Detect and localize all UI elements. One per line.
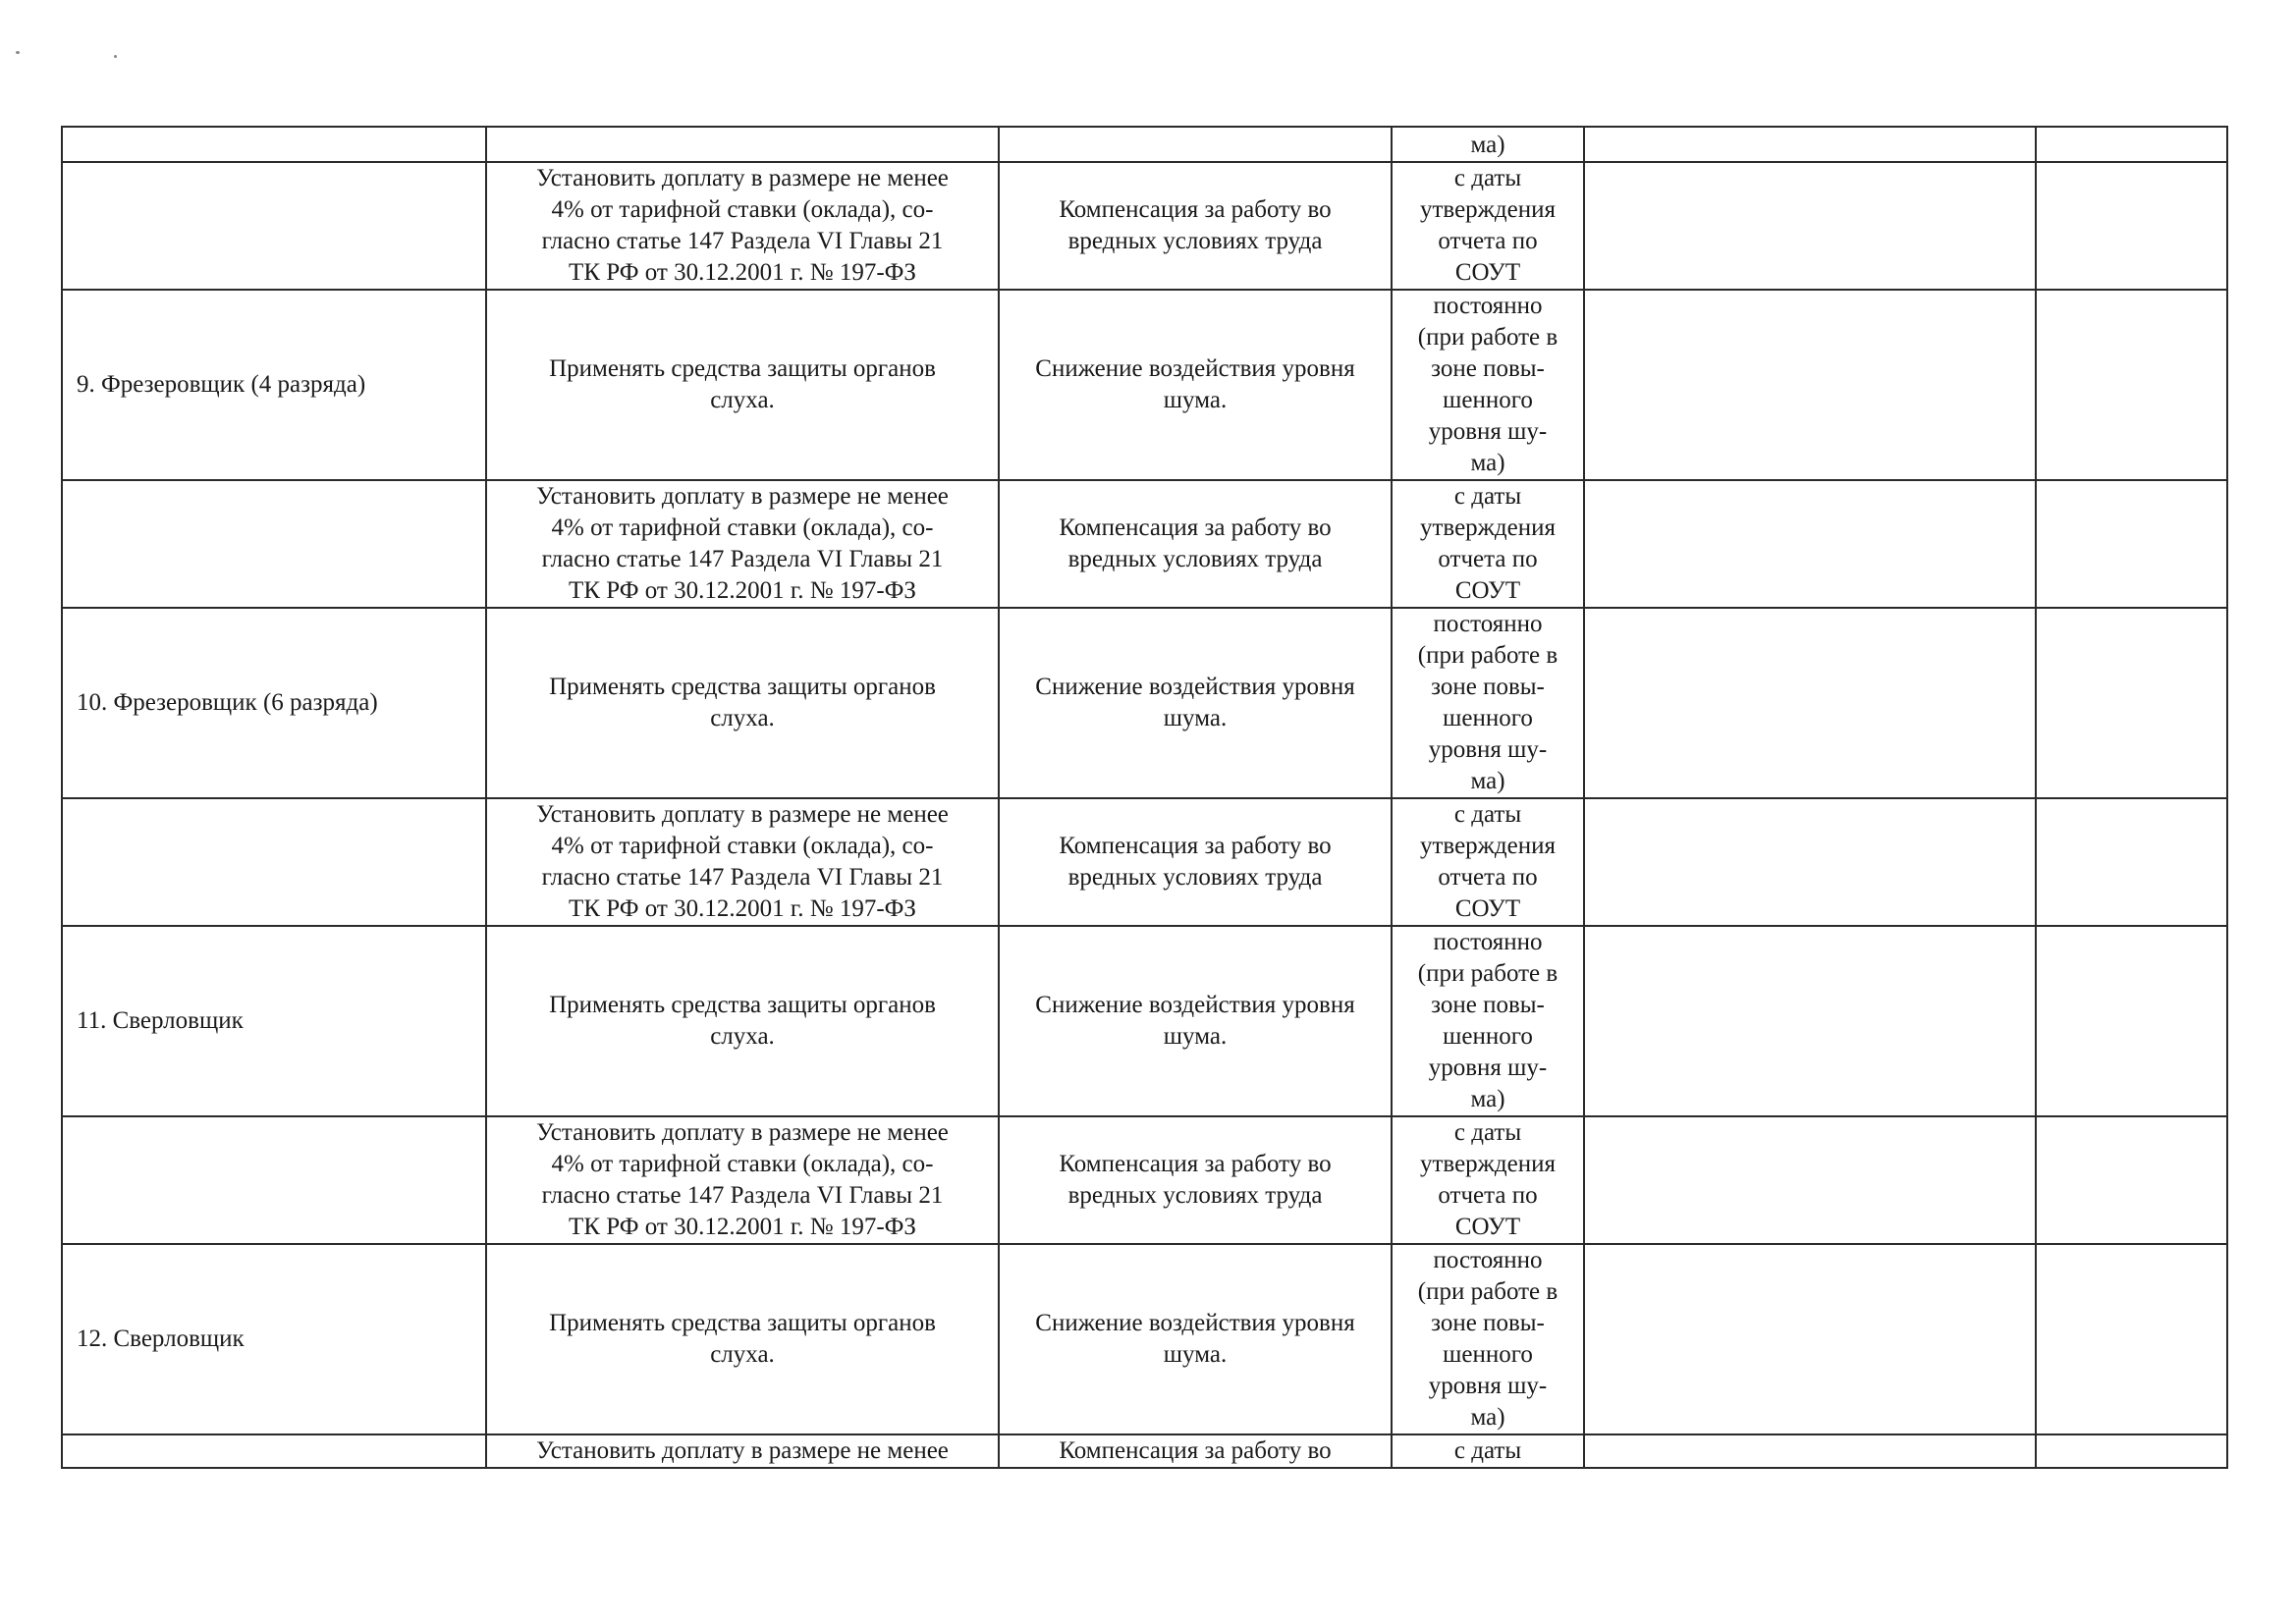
responsible-cell: [1584, 608, 2036, 798]
measure-cell: [486, 1244, 999, 1434]
note-cell: [2036, 162, 2227, 290]
table-row: [62, 1244, 2227, 1434]
note-cell: [2036, 926, 2227, 1116]
measure-cell: [486, 480, 999, 608]
period-cell: [1392, 1244, 1584, 1434]
period-cell-line: с даты: [1453, 483, 1522, 510]
period-cell-line: (при работе в: [1417, 960, 1558, 987]
goal-cell-line: Компенсация за работу во: [1059, 1151, 1332, 1177]
job-title-cell: [62, 1434, 486, 1468]
goal-cell-line: Снижение воздействия уровня: [1035, 1310, 1355, 1336]
period-cell-line: с даты: [1453, 1437, 1522, 1464]
measure-cell-line: Применять средства защиты органов: [549, 674, 936, 700]
goal-cell-line: Снижение воздействия уровня: [1035, 992, 1355, 1018]
measure-cell-line: 4% от тарифной ставки (оклада), со-: [551, 514, 934, 541]
measure-cell: [486, 127, 999, 162]
responsible-cell: [1584, 1244, 2036, 1434]
period-cell-line: уровня шу-: [1428, 1373, 1548, 1399]
measure-cell-line: Установить доплату в размере не менее: [536, 1119, 949, 1146]
period-cell: [1392, 1434, 1584, 1468]
goal-cell-line: шума.: [1163, 387, 1228, 413]
goal-cell: [999, 1434, 1392, 1468]
note-cell: [2036, 608, 2227, 798]
period-cell-line: утверждения: [1419, 514, 1557, 541]
measure-cell-line: гласно статье 147 Раздела VI Главы 21: [541, 546, 944, 572]
period-cell-line: постоянно: [1433, 293, 1543, 319]
measure-cell: [486, 798, 999, 926]
goal-cell: [999, 162, 1392, 290]
job-title-cell: 12. Сверловщик: [62, 1244, 486, 1434]
measure-cell-line: слуха.: [710, 1023, 775, 1050]
period-cell-line: отчета по: [1438, 1182, 1538, 1209]
measure-cell-line: гласно статье 147 Раздела VI Главы 21: [541, 1182, 944, 1209]
measure-cell: [486, 290, 999, 480]
goal-cell-line: вредных условиях труда: [1067, 864, 1323, 891]
period-cell-line: (при работе в: [1417, 1278, 1558, 1305]
period-cell: [1392, 926, 1584, 1116]
period-cell-line: СОУТ: [1454, 895, 1521, 922]
job-title-cell: [62, 480, 486, 608]
period-cell-line: СОУТ: [1454, 259, 1521, 286]
measure-cell-line: слуха.: [710, 387, 775, 413]
period-cell-line: уровня шу-: [1428, 736, 1548, 763]
table-row: [62, 798, 2227, 926]
period-cell-line: ма): [1470, 450, 1505, 476]
period-cell-line: ма): [1470, 768, 1505, 794]
period-cell: [1392, 798, 1584, 926]
period-cell-line: шенного: [1443, 387, 1533, 413]
measure-cell-line: Применять средства защиты органов: [549, 992, 936, 1018]
measure-cell: [486, 1116, 999, 1244]
goal-cell: [999, 1244, 1392, 1434]
responsible-cell: [1584, 480, 2036, 608]
period-cell-line: шенного: [1443, 1341, 1533, 1368]
period-cell: [1392, 608, 1584, 798]
period-cell: [1392, 290, 1584, 480]
scan-speck: [16, 51, 20, 54]
period-cell-line: (при работе в: [1417, 642, 1558, 669]
period-cell: [1392, 127, 1584, 162]
goal-cell: [999, 1116, 1392, 1244]
period-cell: [1392, 480, 1584, 608]
scan-speck: [114, 55, 117, 58]
responsible-cell: [1584, 162, 2036, 290]
period-cell-line: постоянно: [1433, 1247, 1543, 1273]
measure-cell-line: гласно статье 147 Раздела VI Главы 21: [541, 228, 944, 254]
table-row: [62, 926, 2227, 1116]
period-cell-line: отчета по: [1438, 546, 1538, 572]
goal-cell-line: Снижение воздействия уровня: [1035, 674, 1355, 700]
period-cell-line: с даты: [1453, 1119, 1522, 1146]
table-row: [62, 1116, 2227, 1244]
measure-cell-line: ТК РФ от 30.12.2001 г. № 197-ФЗ: [569, 259, 916, 286]
goal-cell: [999, 480, 1392, 608]
responsible-cell: [1584, 290, 2036, 480]
goal-cell: [999, 290, 1392, 480]
goal-cell-line: шума.: [1163, 1341, 1228, 1368]
goal-cell-line: шума.: [1163, 1023, 1228, 1050]
measure-cell-line: Установить доплату в размере не менее: [536, 1437, 949, 1464]
measure-cell-line: слуха.: [710, 705, 775, 731]
period-cell-line: зоне повы-: [1431, 992, 1545, 1018]
note-cell: [2036, 798, 2227, 926]
period-cell-line: СОУТ: [1454, 577, 1521, 604]
measure-cell: [486, 162, 999, 290]
measure-cell-line: Установить доплату в размере не менее: [536, 165, 949, 191]
period-cell-line: постоянно: [1433, 611, 1543, 637]
period-cell-line: утверждения: [1419, 1151, 1557, 1177]
period-cell-line: (при работе в: [1417, 324, 1558, 351]
table-row: [62, 480, 2227, 608]
measure-cell: [486, 608, 999, 798]
measure-cell-line: ТК РФ от 30.12.2001 г. № 197-ФЗ: [569, 577, 916, 604]
table-row: [62, 1434, 2227, 1468]
table-row: [62, 290, 2227, 480]
goal-cell-line: Компенсация за работу во: [1059, 514, 1332, 541]
measure-cell: [486, 926, 999, 1116]
measure-cell-line: 4% от тарифной ставки (оклада), со-: [551, 196, 934, 223]
period-cell-line: зоне повы-: [1431, 674, 1545, 700]
table-row: [62, 162, 2227, 290]
note-cell: [2036, 480, 2227, 608]
goal-cell-line: Снижение воздействия уровня: [1035, 355, 1355, 382]
responsible-cell: [1584, 127, 2036, 162]
period-cell-line: ма): [1470, 1086, 1505, 1112]
measure-cell-line: Установить доплату в размере не менее: [536, 801, 949, 828]
period-cell-line: уровня шу-: [1428, 418, 1548, 445]
period-cell-line: утверждения: [1419, 833, 1557, 859]
responsible-cell: [1584, 1434, 2036, 1468]
measure-cell-line: ТК РФ от 30.12.2001 г. № 197-ФЗ: [569, 1214, 916, 1240]
job-title-cell: 11. Сверловщик: [62, 926, 486, 1116]
period-cell-line: зоне повы-: [1431, 1310, 1545, 1336]
period-cell-line: СОУТ: [1454, 1214, 1521, 1240]
measure-cell-line: Применять средства защиты органов: [549, 355, 936, 382]
measure-cell: [486, 1434, 999, 1468]
job-title-cell: 10. Фрезеровщик (6 разряда): [62, 608, 486, 798]
measure-cell-line: Установить доплату в размере не менее: [536, 483, 949, 510]
period-cell-line: уровня шу-: [1428, 1055, 1548, 1081]
period-cell-line: отчета по: [1438, 864, 1538, 891]
goal-cell-line: шума.: [1163, 705, 1228, 731]
period-cell-line: утверждения: [1419, 196, 1557, 223]
table-body: [62, 127, 2227, 1468]
measure-cell-line: слуха.: [710, 1341, 775, 1368]
job-title-cell: [62, 127, 486, 162]
note-cell: [2036, 290, 2227, 480]
period-cell-line: ма): [1470, 132, 1505, 158]
goal-cell-line: Компенсация за работу во: [1059, 833, 1332, 859]
job-title-cell: [62, 1116, 486, 1244]
table-row: [62, 127, 2227, 162]
measure-cell-line: ТК РФ от 30.12.2001 г. № 197-ФЗ: [569, 895, 916, 922]
goal-cell-line: Компенсация за работу во: [1059, 196, 1332, 223]
period-cell-line: с даты: [1453, 801, 1522, 828]
period-cell-line: отчета по: [1438, 228, 1538, 254]
goal-cell: [999, 127, 1392, 162]
note-cell: [2036, 1434, 2227, 1468]
measures-table: [61, 126, 2228, 1469]
goal-cell: [999, 798, 1392, 926]
measure-cell-line: Применять средства защиты органов: [549, 1310, 936, 1336]
responsible-cell: [1584, 1116, 2036, 1244]
job-title-cell: [62, 798, 486, 926]
goal-cell-line: Компенсация за работу во: [1059, 1437, 1332, 1464]
table-row: [62, 608, 2227, 798]
goal-cell-line: вредных условиях труда: [1067, 228, 1323, 254]
note-cell: [2036, 1244, 2227, 1434]
goal-cell-line: вредных условиях труда: [1067, 546, 1323, 572]
job-title-cell: 9. Фрезеровщик (4 разряда): [62, 290, 486, 480]
period-cell: [1392, 162, 1584, 290]
responsible-cell: [1584, 798, 2036, 926]
note-cell: [2036, 1116, 2227, 1244]
period-cell-line: шенного: [1443, 1023, 1533, 1050]
goal-cell: [999, 608, 1392, 798]
goal-cell: [999, 926, 1392, 1116]
period-cell: [1392, 1116, 1584, 1244]
job-title-cell: [62, 162, 486, 290]
period-cell-line: с даты: [1453, 165, 1522, 191]
measure-cell-line: 4% от тарифной ставки (оклада), со-: [551, 1151, 934, 1177]
responsible-cell: [1584, 926, 2036, 1116]
goal-cell-line: вредных условиях труда: [1067, 1182, 1323, 1209]
period-cell-line: ма): [1470, 1404, 1505, 1431]
measure-cell-line: 4% от тарифной ставки (оклада), со-: [551, 833, 934, 859]
measure-cell-line: гласно статье 147 Раздела VI Главы 21: [541, 864, 944, 891]
period-cell-line: зоне повы-: [1431, 355, 1545, 382]
note-cell: [2036, 127, 2227, 162]
period-cell-line: постоянно: [1433, 929, 1543, 955]
period-cell-line: шенного: [1443, 705, 1533, 731]
